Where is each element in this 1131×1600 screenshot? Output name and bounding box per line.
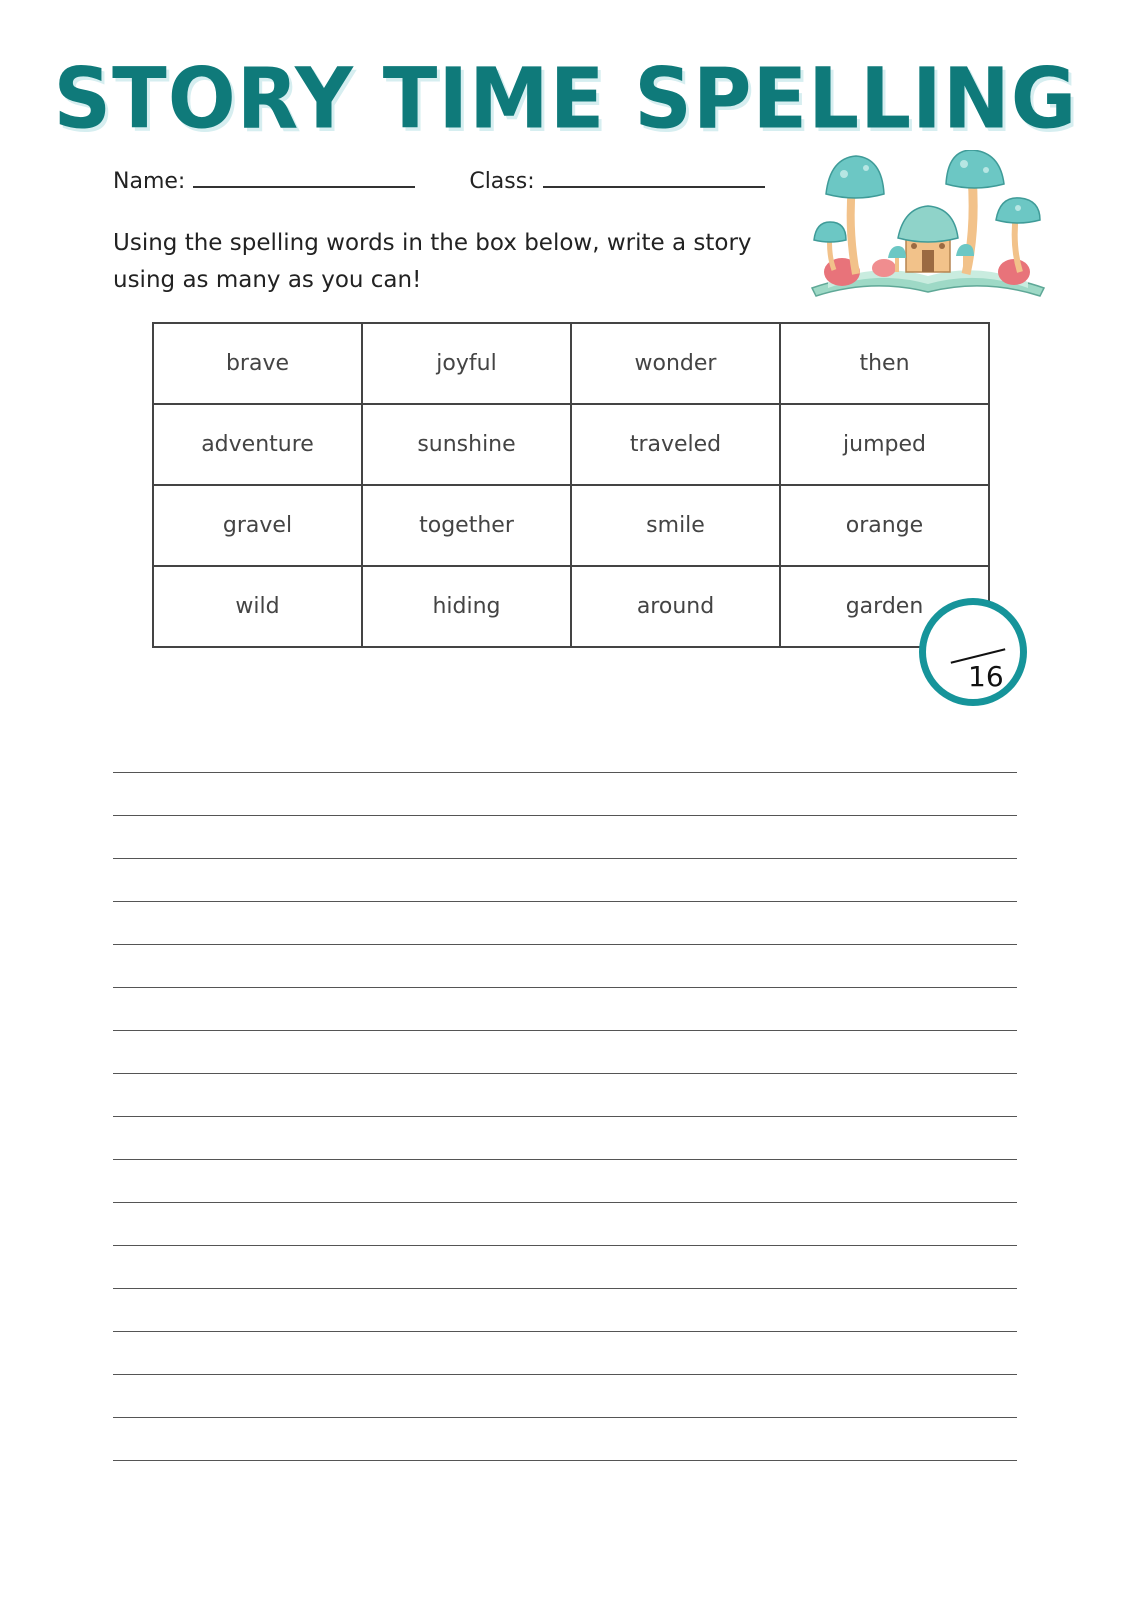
writing-line[interactable]	[113, 730, 1017, 773]
name-label: Name:	[113, 169, 186, 194]
word-table-row	[153, 323, 989, 404]
score-badge	[919, 598, 1027, 706]
mushroom-storybook-icon	[808, 150, 1048, 302]
class-label: Class:	[469, 169, 535, 194]
writing-line[interactable]	[113, 1031, 1017, 1074]
name-field[interactable]	[113, 164, 415, 194]
writing-line[interactable]	[113, 902, 1017, 945]
student-fields	[113, 164, 765, 194]
spelling-word-cell: traveled	[571, 404, 780, 485]
writing-line[interactable]	[113, 988, 1017, 1031]
class-field[interactable]	[469, 164, 764, 194]
spelling-word-cell: adventure	[153, 404, 362, 485]
name-blank-line[interactable]	[193, 164, 415, 188]
writing-line[interactable]	[113, 773, 1017, 816]
spelling-word-cell: wild	[153, 566, 362, 647]
writing-line[interactable]	[113, 945, 1017, 988]
word-table-row	[153, 485, 989, 566]
writing-line[interactable]	[113, 1246, 1017, 1289]
class-blank-line[interactable]	[543, 164, 765, 188]
spelling-word-cell: garden	[780, 566, 989, 647]
spelling-word-cell: gravel	[153, 485, 362, 566]
spelling-word-cell: together	[362, 485, 571, 566]
writing-line[interactable]	[113, 1289, 1017, 1332]
spelling-word-cell: sunshine	[362, 404, 571, 485]
word-table-row	[153, 404, 989, 485]
writing-line[interactable]	[113, 1117, 1017, 1160]
spelling-word-cell: joyful	[362, 323, 571, 404]
word-table-row	[153, 566, 989, 647]
spelling-word-cell: orange	[780, 485, 989, 566]
spelling-word-cell: around	[571, 566, 780, 647]
score-total: 16	[968, 660, 1004, 693]
spelling-word-cell: brave	[153, 323, 362, 404]
spelling-word-cell: smile	[571, 485, 780, 566]
writing-line[interactable]	[113, 1160, 1017, 1203]
page-title: STORY TIME SPELLING	[53, 50, 1078, 148]
writing-line[interactable]	[113, 1203, 1017, 1246]
writing-line[interactable]	[113, 1375, 1017, 1418]
spelling-word-table	[152, 322, 990, 648]
spelling-word-cell: wonder	[571, 323, 780, 404]
writing-line[interactable]	[113, 1418, 1017, 1461]
writing-line[interactable]	[113, 859, 1017, 902]
spelling-word-cell: jumped	[780, 404, 989, 485]
writing-lines[interactable]	[113, 730, 1017, 1461]
writing-line[interactable]	[113, 1332, 1017, 1375]
writing-line[interactable]	[113, 1074, 1017, 1117]
instructions-text: Using the spelling words in the box below, write a story using as many as you can!	[113, 230, 752, 293]
writing-line[interactable]	[113, 816, 1017, 859]
spelling-word-cell: then	[780, 323, 989, 404]
spelling-word-cell: hiding	[362, 566, 571, 647]
